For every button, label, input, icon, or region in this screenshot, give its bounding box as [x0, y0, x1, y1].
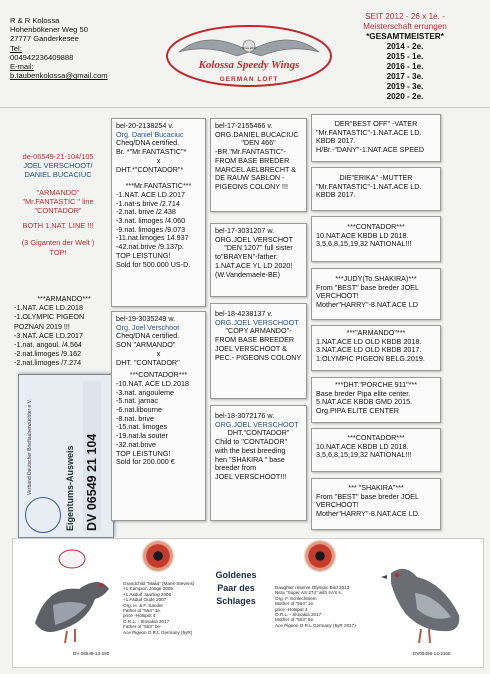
box-result: -3.nat. angouleme — [116, 387, 174, 397]
tel-number: 004942236409888 — [10, 52, 74, 62]
box-line: "Mr.FANTASTIC"-1.NAT.ACE LD. — [316, 127, 422, 137]
header-divider — [0, 107, 490, 108]
box-line: DHT. "CONTADOR" — [116, 357, 180, 367]
caption-line: O.R.L. - Slovakia 2017 — [123, 618, 170, 624]
right-pigeon-caption — [275, 585, 375, 628]
caption-line: Ace Pigeon O.R.L Germany (5yR) — [123, 629, 193, 635]
box-line: Cheq/DNA certified. — [116, 138, 180, 148]
title-year: 2014 - 2e. — [386, 42, 424, 51]
address-line: Hohenbökener Weg 50 — [10, 25, 88, 35]
info-box-armando-2 — [311, 325, 441, 371]
caption-line: +1.Asduif Oude 2007 — [123, 597, 167, 603]
box-line: ***CONTADOR*** — [347, 433, 405, 442]
championship-titles — [330, 12, 480, 102]
info-box-den1207 — [210, 223, 307, 297]
box-result: -10.NAT. ACE LD.2018 — [116, 378, 189, 388]
caption-line: Org. H. & F. Sander — [123, 602, 164, 608]
box-line: -BR."Mr.FANTASTIC"- — [215, 147, 286, 157]
card-org: Verband Deutscher Brieftaubenzüchter e.V. — [27, 399, 33, 495]
armando-result: -3.NAT. ACE LD.2017 — [14, 330, 83, 340]
pigeon-strip — [12, 538, 484, 668]
info-box-armando-son — [111, 311, 206, 521]
pair-owner: DANIEL BUCACIUC — [24, 170, 92, 180]
armando-results — [14, 294, 114, 368]
left-pigeon-photo — [17, 545, 127, 657]
box-line: ORG.JOEL VERSCHOOT — [215, 317, 299, 327]
pair-line: "CONTADOR" — [34, 206, 82, 216]
box-line: bel-19-3035249 w. — [116, 314, 176, 323]
card-number: DV 06549 21 104 — [83, 381, 101, 531]
golden-pair-title — [191, 569, 281, 608]
box-line: PIGEONS COLONY !!! — [215, 181, 288, 191]
title-year: 2015 - 1e. — [386, 52, 424, 61]
box-line: "Mr.FANTASTIC"-1.NAT.ACE LD. — [316, 181, 422, 191]
box-result: TOP LEISTUNG! — [116, 448, 171, 458]
armando-result: -1.OLYMPIC PIGEON — [14, 312, 85, 322]
pair-summary — [8, 152, 108, 257]
box-line: Org.PIPA ELITE CENTER — [316, 406, 399, 416]
caption-line: Father of "553" be- — [123, 624, 162, 630]
box-line: bel-18-4238137 v. — [215, 309, 273, 318]
box-line: DE RAUW SABLON - — [215, 173, 285, 183]
box-line: with the best breeding — [215, 445, 286, 455]
caption-line: Mother of "553" 5e. — [275, 617, 315, 623]
armando-result: -1.nat. angoul. /4.564 — [14, 340, 82, 350]
box-line: VERCHOOT! — [316, 291, 359, 301]
info-box-erika — [311, 167, 441, 211]
box-result: -3.nat. limoges /4.060 — [116, 216, 186, 226]
box-line: MARCEL AELBRECHT & — [215, 164, 297, 174]
box-line: 10.NAT.ACE KBDB LD 2018. — [316, 441, 409, 451]
box-line: H/Br.-"DANY"-1.NAT.ACE SPEED — [316, 145, 425, 155]
box-line: x — [156, 155, 161, 165]
armando-result: -2.nat.limoges /7.274 — [14, 358, 82, 368]
caption-line: Daughter reserve Olympic Bird 2013 — [275, 585, 350, 590]
box-line: Child to "CONTADOR" — [215, 437, 288, 447]
caption-line: Ace Pigeon O.R.L Germany (5yR 2017) — [275, 622, 356, 628]
caption-line: Mother of "554" 1e. — [275, 601, 315, 607]
logo-since: Since 2012 — [241, 46, 257, 50]
pair-line: "Mr.FANTASTIC " line — [22, 196, 94, 206]
box-line: VERCHOOT! — [316, 500, 359, 510]
box-line: ***JUDY(To.SHAKIRA)*** — [335, 274, 417, 283]
armando-result: POZNAN 2019 !!! — [14, 321, 70, 331]
pair-line: (3 Giganten der Welt ) — [21, 238, 95, 248]
logo-subtitle: GERMAN LOFT — [219, 76, 279, 83]
box-result: -2.nat. brive /2.438 — [116, 207, 176, 217]
caption-line: Father of "554" 1e. — [123, 608, 162, 614]
caption-line: +1.Asduif Jaarling 2006 — [123, 591, 172, 597]
box-line: SON "ARMANDO" — [116, 340, 176, 350]
box-line: KBDB 2017. — [316, 136, 356, 146]
box-result: TOP LEISTUNG! — [116, 250, 171, 260]
title-year: 2020 - 2e. — [386, 92, 424, 101]
right-ring-label: DV05495-14-2166 — [413, 651, 451, 656]
box-line: 5.NAT.ACE KBDB GMD 2015. — [316, 397, 413, 407]
box-line: PEC.- PIGEONS COLONY — [215, 352, 302, 362]
box-line: "DEN 1207" full sister — [224, 243, 293, 253]
box-line: 10.NAT.ACE KBDB LD 2018. — [316, 230, 409, 240]
address-block — [10, 16, 160, 80]
box-result: -15.nat. limoges — [116, 422, 168, 432]
box-result: -32.nat.brive — [116, 439, 156, 449]
title-year: 2019 - 3e. — [386, 82, 424, 91]
box-line: "COPY ARMANDO"- — [225, 326, 292, 336]
box-line: From "BEST" base breder JOEL — [316, 491, 419, 501]
title-line: Goldenes — [215, 570, 257, 580]
caption-line: price -Hotspot 4 — [123, 613, 156, 619]
caption-line: price -Hotspot 4 — [275, 606, 308, 612]
card-emblem — [25, 497, 61, 533]
box-result: Sold for 500.000 US-D. — [116, 259, 191, 269]
box-line: bel-17-2155466 v. — [215, 121, 273, 130]
box-line: FROM BASE BREDER — [215, 155, 290, 165]
title-year: 2016 - 1e. — [386, 62, 424, 71]
box-result: -9.nat. limoges /9.073 — [116, 224, 186, 234]
title-line: Paar des — [217, 583, 255, 593]
box-line: to"BRAYEN"-father: — [215, 252, 278, 262]
box-line: bel-18-3072176 w. — [215, 411, 275, 420]
box-result: -5.nat. jarnac — [116, 396, 158, 406]
box-line: Br. *"Mr.FANTASTIC"* — [116, 147, 187, 157]
pair-line: BOTH 1.NAT. LINE !!! — [22, 221, 94, 231]
box-line: DHT."CONTADOR" — [227, 428, 290, 438]
box-result: -42.nat.brive /9.137p. — [116, 242, 184, 252]
caption-line: Nitra "Super AS 274" with 4A's s. — [275, 590, 342, 596]
logo-title: Kolossa Speedy Wings — [198, 59, 300, 71]
info-box-contador-2 — [311, 428, 441, 472]
title-year: 2017 - 3e. — [386, 72, 424, 81]
armando-result: -1.NAT. ACE LD.2018 — [14, 303, 83, 313]
box-line: 3,5,6,8,15,19,32 NATIONAL!!! — [316, 450, 412, 460]
info-box-mrfantastic — [111, 118, 206, 307]
box-subtitle: ***Mr.FANTASTIC*** — [125, 181, 192, 191]
box-line: ***DHT."PORCHE 911"*** — [334, 380, 418, 389]
box-line: bel-17-3031207 w. — [215, 226, 275, 235]
box-line: breeder from — [215, 463, 257, 473]
caption-line: Org. F. Schlechtriem — [275, 595, 317, 601]
box-line: 3,5,6,8,15,19,32 NATIONAL!!! — [316, 239, 412, 249]
pair-ring: de-06549-21-104/105 — [22, 152, 94, 161]
caption-line: O.R.L. - Slovakia 2017 — [275, 612, 322, 618]
info-box-contador-1 — [311, 216, 441, 262]
title-line: Schlages — [216, 596, 256, 606]
box-line: "DEN 466" — [241, 138, 276, 148]
info-box-shakira — [311, 478, 441, 530]
card-title: Eigentums-Ausweis — [65, 445, 75, 531]
titles-heading: Meisterschaft errungen — [363, 22, 447, 31]
box-line: (W.Vandemaele-BE) — [215, 269, 280, 279]
address-line: 27777 Ganderkesee — [10, 34, 79, 44]
left-eye-photo — [143, 541, 173, 571]
box-line: ORG.JOEL VERSCHOOT — [215, 419, 299, 429]
box-result: -8.nat. brive — [116, 413, 154, 423]
box-line: Base breder Pipa elite center. — [316, 388, 411, 398]
pair-line: "ARMANDO" — [36, 187, 80, 197]
box-line: 3.NAT.ACE LD OLD KBDB 2017. — [316, 345, 422, 355]
tel-label: Tel: — [10, 43, 22, 53]
box-line: ORG.JOEL VERSCHOT — [215, 234, 294, 244]
box-line: bel-20-2138254 v. — [116, 121, 174, 130]
box-line: FROM BASE BREEDER — [215, 335, 295, 345]
email-address[interactable]: b.taubenkolossa@gmail.com — [10, 71, 108, 81]
left-ring-label: DV 06549-13-290 — [73, 651, 110, 656]
info-box-copy-armando — [210, 303, 307, 399]
kolossa-logo — [165, 22, 333, 94]
box-line: From "BEST" base breder JOEL — [316, 282, 419, 292]
info-box-judy — [311, 268, 441, 320]
right-pigeon-photo — [365, 543, 477, 655]
right-eye-photo — [305, 541, 335, 571]
box-line: hen "SHAKIRA " base — [215, 454, 285, 464]
info-box-contador-child — [210, 405, 307, 521]
box-result: -1.NAT. ACE LD.2017 — [116, 189, 185, 199]
box-result: -19.nat.la souter — [116, 431, 168, 441]
titles-heading: *GESAMTMEISTER* — [366, 32, 444, 41]
box-line: ***CONTADOR*** — [347, 222, 405, 231]
box-line: DIE"ERIKA" -MUTTER — [339, 173, 413, 182]
box-line: Org. Daniel Bucaciuc — [116, 129, 184, 139]
box-line: DHT.*"CONTADOR"* — [116, 164, 184, 174]
ownership-card — [18, 374, 114, 538]
box-line: 1.NAT.ACE YL LD 2020! — [215, 260, 293, 270]
box-line: Cheq/DNA certified. — [116, 331, 180, 341]
pair-line: TOP! — [49, 247, 67, 257]
info-box-porche — [311, 377, 441, 423]
titles-heading: SEIT 2012 - 26 x 1e. - — [365, 12, 445, 21]
box-line: 1.OLYMPIC PIGEON BELG.2019. — [316, 354, 425, 364]
box-line: JOEL VERSCHOOT!!! — [215, 471, 287, 481]
box-line: x — [156, 348, 161, 358]
armando-result: -2.nat.limoges /9.162 — [14, 349, 82, 359]
box-line: ***"ARMANDO"*** — [346, 328, 406, 337]
box-result: -11.nat.limoges 14.937 — [116, 233, 189, 243]
box-result: Sold for 200.000 € — [116, 457, 175, 467]
pair-owner: JOEL VERSCHOOT/ — [23, 161, 93, 171]
box-subtitle: ***CONTADOR*** — [129, 370, 188, 380]
box-result: -6.nat.libourne — [116, 405, 162, 415]
box-line: Mother"HARRY"-8.NAT.ACE LD — [316, 300, 418, 310]
box-line: Mother"HARRY"-8.NAT.ACE LD. — [316, 509, 420, 519]
armando-title: ***ARMANDO*** — [37, 294, 91, 303]
box-line: Org. Joel Verschoot — [116, 322, 180, 332]
box-line: JOEL VERSCHOOT & — [215, 343, 287, 353]
box-result: -1.nat-s brive /2.714 — [116, 198, 180, 208]
box-line: DER"BEST OFF" -VATER — [334, 119, 418, 128]
box-line: ORG.DANIEL BUCACIUC — [215, 129, 299, 139]
box-line: KBDB 2017. — [316, 190, 356, 200]
caption-line: Grandchild "Malia" (Mans-Stevens) — [123, 581, 195, 586]
info-box-den466 — [210, 118, 307, 212]
info-box-best-off — [311, 114, 441, 162]
box-line: 1.NAT.ACE LD OLD KBDB 2018. — [316, 336, 422, 346]
email-label: E-mail: — [10, 62, 34, 72]
box-line: *** "SHAKIRA"*** — [348, 483, 404, 492]
caption-line: +1.Kampion Jonge 2005 — [123, 586, 173, 592]
address-line: R & R Kolossa — [10, 16, 60, 25]
